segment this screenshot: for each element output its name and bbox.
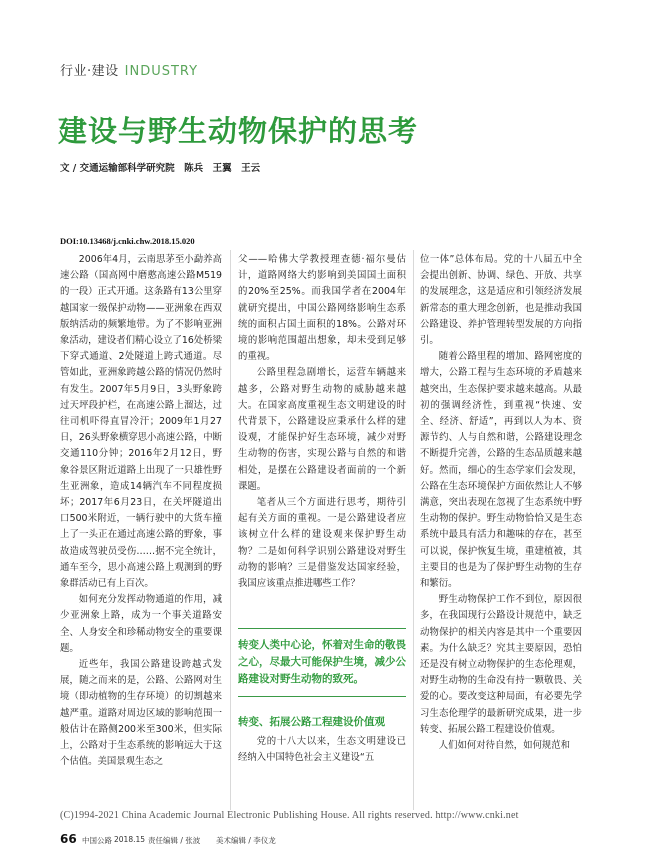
authors-line: 文 / 交通运输部科学研究院 陈兵 王翼 王云: [60, 163, 261, 174]
paragraph: 笔者从三个方面进行思考，期待引起有关方面的重视。一是公路建设者应该树立什么样的建设观来保护野生动物？二是如何科学识别公路建设对野生动物的影响？三是借鉴发达国家经验，我国应该重点推进哪些工作？: [238, 497, 406, 590]
column-3: [420, 252, 582, 754]
column-1: [60, 252, 222, 771]
doi-label: DOI:10.13468/j.cnki.chw.2018.15.020: [60, 236, 195, 246]
column-divider: [413, 250, 414, 810]
copyright-watermark: (C)1994-2021 China Academic Journal Electronic Publishing House. All rights reserved. http://www.cnki.net: [60, 810, 519, 821]
column-2-continued: [238, 734, 406, 766]
editor-credit: 责任编辑 / 张波: [148, 836, 201, 845]
art-editor-credit: 美术编辑 / 李仪龙: [216, 836, 276, 845]
paragraph: 2006年4月，云南思茅至小勐养高速公路（国高网中磨憨高速公路M519的一段）正式开通。这条路有13公里穿越国家一级保护动物——亚洲象在西双版纳活动的频繁地带。为了不影响亚洲象活动，建设者们精心设立了16处桥梁下穿式通道、2处隧道上跨式通道。尽管如此，亚洲象跨越公路的情况仍然时有发生。2007年5月9日，3头野象跨过天坪段护栏，在高速公路上溜达，过往司机吓得直冒冷汗；2009年1月27日，26头野象横穿思小高速公路，中断交通110分钟；2016年2月12日，野象谷景区附近道路上出现了一只雄性野生亚洲象，造成14辆汽车不同程度损坏；2017年6月23日，在关坪隧道出口500米附近，一辆行驶中的大货车撞上了一头正在通过高速公路的野象，事故造成驾驶员受伤……据不完全统计，通车至今，思小高速公路上观测到的野象群活动已有上百次。: [60, 254, 222, 590]
column-2: [238, 252, 406, 592]
paragraph: 公路里程急剧增长，运营车辆越来越多，公路对野生动物的威胁越来越大。在国家高度重视生态文明建设的时代背景下，公路建设应秉承什么样的建设观，才能保护好生态环境，减少对野生动物的伤害，实现公路与自然的和谐相处，是摆在公路建设者面前的一个新课题。: [238, 367, 406, 492]
paragraph: 野生动物保护工作不到位，原因很多，在我国现行公路设计规范中，缺乏动物保护的相关内容是其中一个重要因素。为什么缺乏？究其主要原因，恐怕还是没有树立动物保护的生态伦理观，对野生动物的生命没有持一颗敬畏、关爱的心。要改变这种局面，有必要先学习生态伦理学的最新研究成果，进一步转变、拓展公路工程建设价值观。: [420, 594, 582, 735]
section-heading: 转变、拓展公路工程建设价值观: [238, 716, 385, 728]
journal-name: 中国公路: [82, 836, 112, 845]
paragraph: 位一体”总体布局。党的十八届五中全会提出创新、协调、绿色、开放、共享的发展理念，这是适应和引领经济发展新常态的重大理念创新，也是推动我国公路建设、养护管理转型发展的方向指引。: [420, 254, 582, 347]
issue-number: 2018.15: [114, 835, 146, 844]
paragraph: 如何充分发挥动物通道的作用，减少亚洲象上路，成为一个事关道路安全、人身安全和珍稀动物安全的重要课题。: [60, 594, 222, 654]
article-title: 建设与野生动物保护的思考: [58, 114, 419, 148]
section-label-en: INDUSTRY: [124, 64, 199, 79]
pull-quote: 转变人类中心论，怀着对生命的敬畏之心，尽最大可能保护生境，减少公路建设对野生动物的致死。: [238, 628, 406, 697]
page-number: 66: [60, 832, 77, 846]
column-divider: [230, 250, 231, 810]
paragraph: 近些年，我国公路建设跨越式发展，随之而来的是，公路、公路网对生境（即动植物的生存环境）的切割越来越严重。道路对周边区域的影响范围一般估计在路侧200米至300米，但实际上，公路对于生态系统的影响远大于这个估值。美国景观生态之: [60, 659, 222, 768]
paragraph: 随着公路里程的增加、路网密度的增大，公路工程与生态环境的矛盾越来越突出，生态保护要求越来越高。从最初的强调经济性，到重视“快速、安全、经济、舒适”，再到以人为本、资源节约、人与自然和谐，公路建设理念不断提升完善，公路的生态品质越来越好。然而，细心的生态学家们会发现，公路在生态环境保护方面依然让人不够满意，突出表现在忽视了生态系统中野生动物的保护。野生动物恰恰又是生态系统中最具有活力和趣味的存在，甚至可以说，保护恢复生境，重建植被，其主要目的也是为了保护野生动物的生存和繁衍。: [420, 351, 582, 590]
paragraph: 父——哈佛大学教授理查德·福尔曼估计，道路网络大约影响到美国国土面积的20%至25%。而我国学者在2004年就研究提出，中国公路网络影响生态系统的面积占国土面积的18%。公路对环境的影响范围超出想象，却未受到足够的重视。: [238, 254, 406, 363]
page-footer: [60, 832, 600, 852]
paragraph: 党的十八大以来，生态文明建设已经纳入中国特色社会主义建设“五: [238, 736, 406, 764]
paragraph: 人们如何对待自然，如何规范和: [438, 740, 571, 752]
section-label-cn: 行业·建设: [60, 64, 119, 79]
section-tag: [60, 60, 198, 79]
